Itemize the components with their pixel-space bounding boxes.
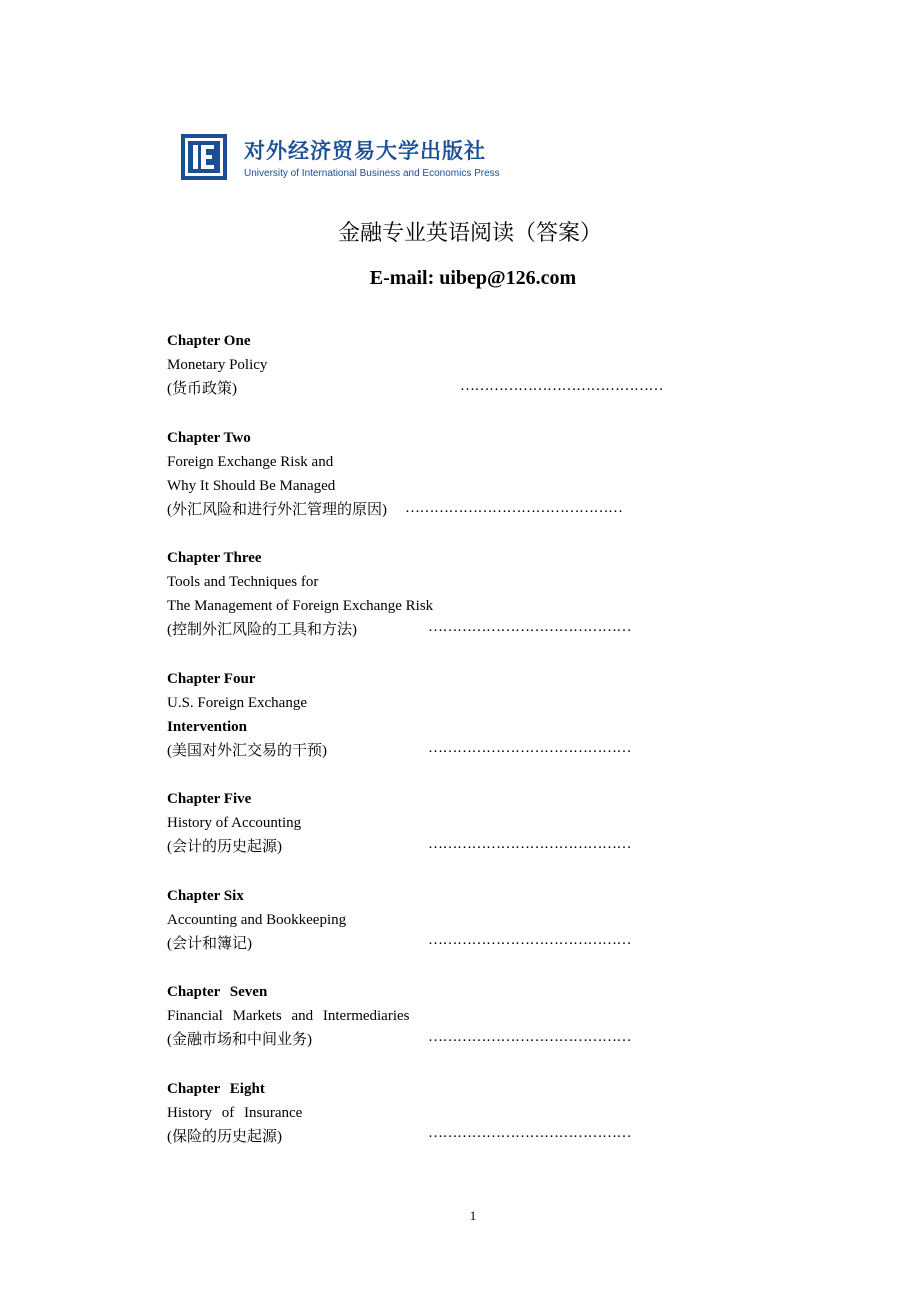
publisher-name-en: University of International Business and Economics Press <box>244 168 500 179</box>
chapter-heading: Chapter Four <box>167 671 256 687</box>
chapter-dot-leader: …………………………………… <box>460 378 663 394</box>
page-number: 1 <box>469 1208 477 1223</box>
chapter-dot-leader: …………………………………… <box>428 932 631 948</box>
chapter-title-line: History of Accounting <box>167 815 302 831</box>
chapter-dot-leader: …………………………………… <box>428 836 631 852</box>
chapter-heading: Chapter Seven <box>167 984 268 1000</box>
chapter-dot-leader: …………………………………… <box>428 740 631 756</box>
publisher-logo <box>181 134 521 184</box>
chapter-heading: Chapter Eight <box>167 1081 265 1097</box>
chapter-heading: Chapter Two <box>167 430 251 446</box>
chapter-title-line: Intervention <box>167 719 247 735</box>
document-email: E-mail: uibep@126.com <box>369 267 577 289</box>
publisher-name-cn: 对外经济贸易大学出版社 <box>244 139 486 163</box>
chapter-title-line: History of Insurance <box>167 1105 303 1121</box>
chapter-title-line: Financial Markets and Intermediaries <box>167 1008 410 1024</box>
chapter-title-cn: (货币政策) <box>167 381 237 397</box>
document-title: 金融专业英语阅读（答案） <box>337 220 602 245</box>
chapter-title-cn: (外汇风险和进行外汇管理的原因) <box>167 502 387 518</box>
chapter-dot-leader: …………………………………… <box>428 1125 631 1141</box>
chapter-title-line: The Management of Foreign Exchange Risk <box>167 598 434 614</box>
chapter-title-cn: (美国对外汇交易的干预) <box>167 743 327 759</box>
chapter-title-line: Accounting and Bookkeeping <box>167 912 347 928</box>
chapter-heading: Chapter One <box>167 333 251 349</box>
chapter-title-line: Why It Should Be Managed <box>167 478 336 494</box>
chapter-heading: Chapter Three <box>167 550 262 566</box>
chapter-title-line: Tools and Techniques for <box>167 574 319 590</box>
chapter-heading: Chapter Five <box>167 791 252 807</box>
chapter-title-cn: (控制外汇风险的工具和方法) <box>167 622 357 638</box>
chapter-title-line: Foreign Exchange Risk and <box>167 454 334 470</box>
chapter-dot-leader: …………………………………… <box>428 1029 631 1045</box>
chapter-title-cn: (会计和簿记) <box>167 936 252 952</box>
chapter-dot-leader: …………………………………… <box>428 619 631 635</box>
chapter-title-cn: (会计的历史起源) <box>167 839 282 855</box>
chapter-dot-leader: ……………………………………… <box>405 500 623 516</box>
chapter-title-cn: (金融市场和中间业务) <box>167 1032 312 1048</box>
chapter-title-line: Monetary Policy <box>167 357 268 373</box>
chapter-heading: Chapter Six <box>167 888 244 904</box>
chapter-title-cn: (保险的历史起源) <box>167 1129 282 1145</box>
publisher-logo-icon <box>181 134 227 180</box>
chapter-title-line: U.S. Foreign Exchange <box>167 695 307 711</box>
